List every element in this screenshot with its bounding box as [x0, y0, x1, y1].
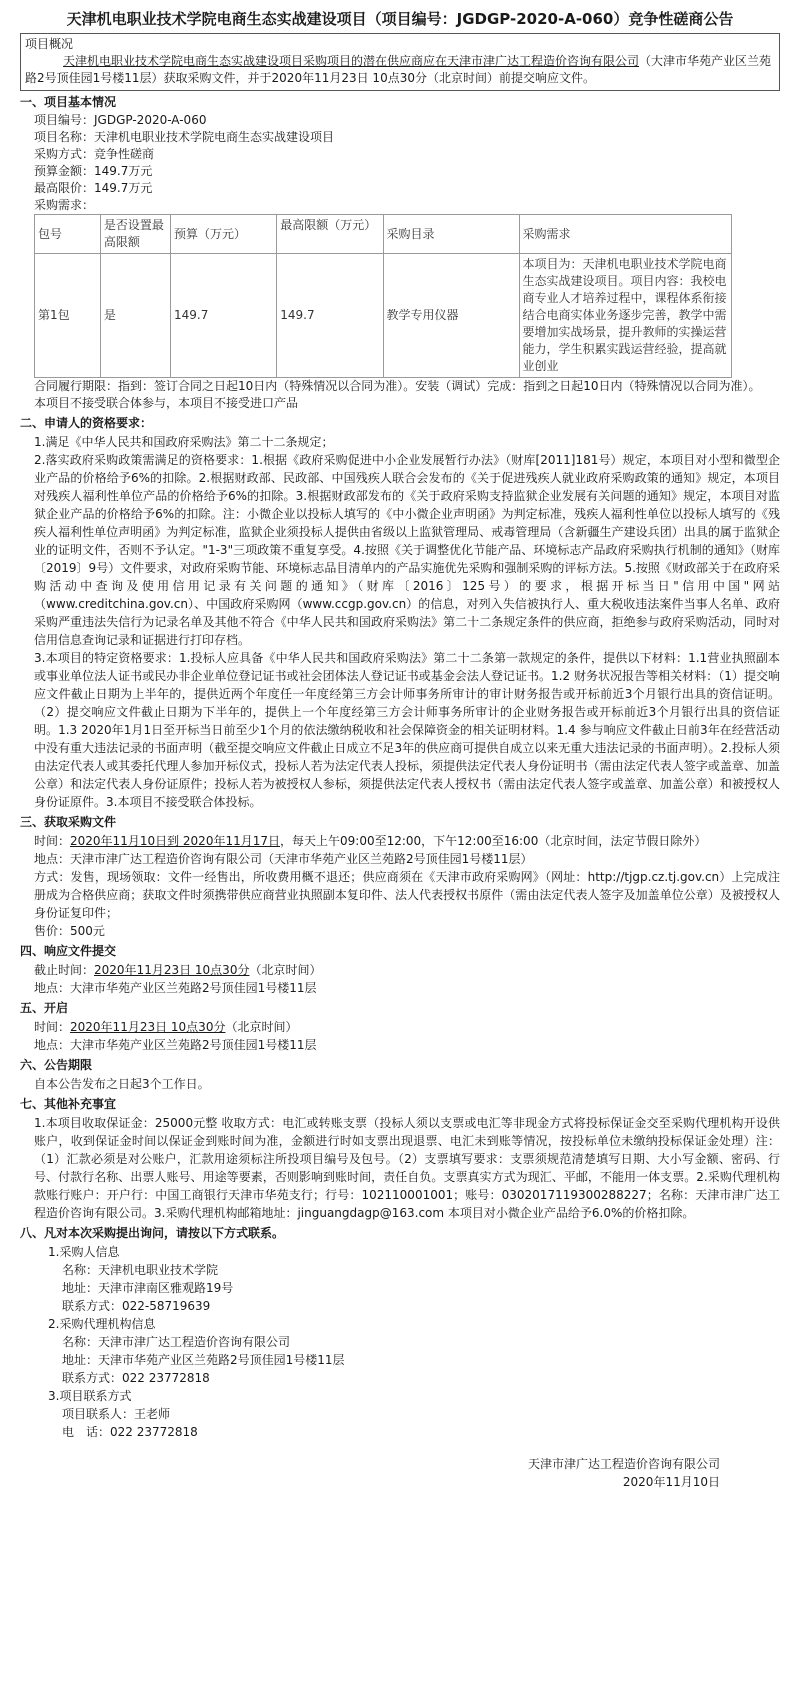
agency-name: 名称：天津市津广达工程造价咨询有限公司 [62, 1335, 291, 1349]
agency-address: 地址：天津市华苑产业区兰苑路2号顶佳园1号楼11层 [62, 1353, 345, 1367]
obtain-time-range: 2020年11月10日到 2020年11月17日 [70, 834, 280, 848]
obtain-place: 地点：天津市津广达工程造价咨询有限公司（天津市华苑产业区兰苑路2号顶佳园1号楼11层） [34, 852, 533, 866]
buyer-address: 地址：天津市津南区雅观路19号 [62, 1281, 234, 1295]
table-header-row [35, 215, 732, 254]
submit-deadline [20, 961, 780, 979]
obtain-price: 售价：500元 [34, 924, 105, 938]
signature-org: 天津市津广达工程造价咨询有限公司 [527, 1457, 720, 1471]
table-header: 是否设置最高限额 [100, 215, 170, 254]
supplementary-info: 1.本项目收取保证金：25000元整 收取方式：电汇或转账支票（投标人须以支票或电汇等非现金方式将投标保证金交至采购代理机构开设供账户，收到保证金时间以保证金到账时间为准，金额进行时如支票出现退票、电汇未到账等情况，按投标单位未缴纳投标保证金处理）注：（1）汇款必须是对公账户，汇款用途须标注所投项目编号及包号。（2）支票填写要求：支票须规范清楚填写日期、大小写金额、密码、行号、付款行名称、出票人账号、用途等要素，否则影响到账时间，责任自负。支票真实方式为现汇、平邮，不能用一体支票。2.采购代理机构 款账行账户：开户行：中国工商银行天津市华苑支行；行号：102110001001；账号：0302017119300288227；名称：天津市津广达工程造价咨询有限公司。3.采购代理机构邮箱地址：jinguangdagp@163.com 本项目对小微企业产品给予6.0%的价格扣除。 [34, 1116, 780, 1220]
obtain-way: 方式：发售，现场领取：文件一经售出，所收费用概不退还；供应商须在《天津市政府采购网》（网址：http://tjgp.cz.tj.gov.cn）上完成注册成为合格供应商；获取文件时须携带供应商营业执照副本复印件、法人代表授权书原件（需由法定代表人签字及加盖单位公章）及被授权人身份证复印件； [34, 870, 780, 920]
section-6-heading: 六、公告期限 [20, 1058, 93, 1072]
table-row [35, 254, 732, 378]
table-cell: 第1包 [35, 254, 101, 378]
section-1-heading: 一、项目基本情况 [20, 95, 117, 109]
obtain-time-detail: ，每天上午09:00至12:00，下午12:00至16:00（北京时间，法定节假日除外） [280, 834, 707, 848]
submit-deadline-label: 截止时间： [34, 963, 95, 977]
requirements-table [34, 214, 732, 378]
obtain-time [20, 832, 780, 850]
obtain-time-label: 时间： [34, 834, 71, 848]
submit-deadline-time: 2020年11月23日 10点30分 [94, 963, 250, 977]
submit-place: 地点：大津市华苑产业区兰苑路2号顶佳园1号楼11层 [34, 981, 317, 995]
project-number: 项目编号：JGDGP-2020-A-060 [34, 113, 207, 127]
overview-text [25, 53, 775, 87]
signature-block [20, 1455, 780, 1491]
qualification-1: 1.满足《中华人民共和国政府采购法》第二十二条规定； [34, 435, 334, 449]
max-price: 最高限价：149.7万元 [34, 181, 153, 195]
table-header: 最高限额（万元） [277, 215, 383, 254]
overview-box [20, 33, 780, 91]
opening-time-tz: （北京时间） [225, 1020, 298, 1034]
notice-period: 自本公告发布之日起3个工作日。 [34, 1077, 210, 1091]
overview-heading: 项目概况 [25, 37, 74, 51]
table-header: 预算（万元） [171, 215, 277, 254]
page-title: 天津机电职业技术学院电商生态实战建设项目（项目编号：JGDGP-2020-A-060）竞争性磋商公告 [66, 10, 734, 28]
table-cell: 149.7 [171, 254, 277, 378]
section-2-heading: 二、申请人的资格要求： [20, 416, 153, 430]
project-contact-person: 项目联系人：王老师 [62, 1407, 171, 1421]
table-header: 采购目录 [383, 215, 519, 254]
demand-label: 采购需求： [34, 198, 95, 212]
agency-contact: 联系方式：022 23772818 [62, 1371, 210, 1385]
opening-time-value: 2020年11月23日 10点30分 [70, 1020, 226, 1034]
table-header: 包号 [35, 215, 101, 254]
table-cell: 教学专用仪器 [383, 254, 519, 378]
section-3-heading: 三、获取采购文件 [20, 815, 117, 829]
opening-place: 地点：大津市华苑产业区兰苑路2号顶佳园1号楼11层 [34, 1038, 317, 1052]
consortium-note: 本项目不接受联合体参与，本项目不接受进口产品 [34, 396, 299, 410]
opening-time-label: 时间： [34, 1020, 71, 1034]
project-contact-title: 3.项目联系方式 [48, 1389, 132, 1403]
project-contact-phone: 电 话：022 23772818 [62, 1425, 198, 1439]
buyer-info-title: 1.采购人信息 [48, 1245, 120, 1259]
table-cell: 149.7 [277, 254, 383, 378]
buyer-contact: 联系方式：022-58719639 [62, 1299, 211, 1313]
section-4-heading: 四、响应文件提交 [20, 944, 117, 958]
table-cell: 本项目为：天津机电职业技术学院电商生态实战建设项目。项目内容：我校电商专业人才培养过程中，课程体系衔接结合电商实体业务逐步完善，教学中需要增加实战场景，提升教师的实操运营能力，学生积累实践运营经验，提高就业创业 [519, 254, 732, 378]
budget-amount: 预算金额：149.7万元 [34, 164, 153, 178]
contract-period: 合同履行期限：指到：签订合同之日起10日内（特殊情况以合同为准）。安装（调试）完成：指到之日起10日内（特殊情况以合同为准）。 [34, 379, 761, 393]
overview-agency-link[interactable]: 天津机电职业技术学院电商生态实战建设项目采购项目的潜在供应商应在天津市津广达工程造价咨询有限公司 [63, 54, 640, 68]
buyer-name: 名称：天津机电职业技术学院 [62, 1263, 219, 1277]
agency-info-title: 2.采购代理机构信息 [48, 1317, 156, 1331]
announcement-page [20, 0, 780, 1491]
project-name: 项目名称：天津机电职业技术学院电商生态实战建设项目 [34, 130, 335, 144]
section-7-heading: 七、其他补充事宜 [20, 1097, 117, 1111]
overview-text-post: （大津市华苑产业区兰苑路2号顶佳园1号楼11层）获取采购文件，并于2020年11月23日 10点30分（北京时间）前提交响应文件。 [25, 54, 772, 85]
procurement-method: 采购方式：竞争性磋商 [34, 147, 155, 161]
table-header: 采购需求 [519, 215, 732, 254]
qualification-2: 2.落实政府采购政策需满足的资格要求：1.根据《政府采购促进中小企业发展暂行办法》（财库[2011]181号）规定，本项目对小型和微型企业产品的价格给予6%的扣除。2.根据财政部、民政部、中国残疾人联合会发布的《关于促进残疾人就业政府采购政策的通知》规定，本项目对残疾人福利性单位产品的价格给予6%的扣除。3.根据财政部发布的《关于政府采购支持监狱企业发展有关问题的通知》规定，本项目对监狱企业产品的价格给予6%的扣除。注：小微企业以投标人填写的《中小微企业声明函》为判定标准，残疾人福利性单位以投标人填写的《残疾人福利性单位声明函》为判定标准，监狱企业须投标人提供由省级以上监狱管理局、戒毒管理局（含新疆生产建设兵团）出具的属于监狱企业的证明文件，否则不予认定。"1-3"三项政策不重复享受。4.按照《关于调整优化节能产品、环境标志产品政府采购执行机制的通知》（财库〔2019〕9号）文件要求，对政府采购节能、环境标志品目清单内的产品实施优先采购和强制采购的评标方法。5.按照《财政部关于在政府采购活动中查询及使用信用记录有关问题的通知》（财库〔2016〕125号）的要求，根据开标当日"信用中国"网站（www.creditchina.gov.cn）、中国政府采购网（www.ccgp.gov.cn）的信息，对列入失信被执行人、重大税收违法案件当事人名单、政府采购严重违法失信行为记录名单及其他不符合《中华人民共和国政府采购法》第二十二条规定条件的供应商，拒绝参与政府采购活动，同时对信用信息查询记录和证据进行打印存档。 [34, 453, 780, 647]
signature-date: 2020年11月10日 [622, 1475, 720, 1489]
opening-time [20, 1018, 780, 1036]
section-8-heading: 八、凡对本次采购提出询问，请按以下方式联系。 [20, 1226, 285, 1240]
qualification-3: 3.本项目的特定资格要求：1.投标人应具备《中华人民共和国政府采购法》第二十二条第一款规定的条件，提供以下材料：1.1营业执照副本或事业单位法人证书或民办非企业单位登记证书或社会团体法人登记证书或基金会法人登记证书。1.2 财务状况报告等相关材料：（1）提交响应文件截止日期为上半年的，提供近两个年度任一年度经第三方会计师事务所审计的审计财务报告或开标前近3个月银行出具的资信证明。（2）提交响应文件截止日期为下半年的，提供上一个年度经第三方会计师事务所审计的企业财务报告或开标前近3个月银行出具的资信证明。1.3 2020年1月1日至开标当日前至少1个月的依法缴纳税收和社会保障资金的相关证明材料。1.4 参与响应文件截止日前3年在经营活动中没有重大违法记录的书面声明（截至提交响应文件截止日成立不足3年的供应商可提供自成立以来无重大违法记录的书面声明）。2.投标人须由法定代表人或其委托代理人参加开标仪式，投标人若为法定代表人投标，须提供法定代表人身份证明书（需由法定代表人签字或盖章、加盖公章）和法定代表人身份证原件；投标人若为被授权人参标，须提供法定代表人授权书（需由法定代表人签字或盖章、加盖公章）和被授权人身份证原件。3.本项目不接受联合体投标。 [34, 651, 780, 809]
section-5-heading: 五、开启 [20, 1001, 69, 1015]
table-cell: 是 [100, 254, 170, 378]
submit-deadline-tz: （北京时间） [249, 963, 322, 977]
